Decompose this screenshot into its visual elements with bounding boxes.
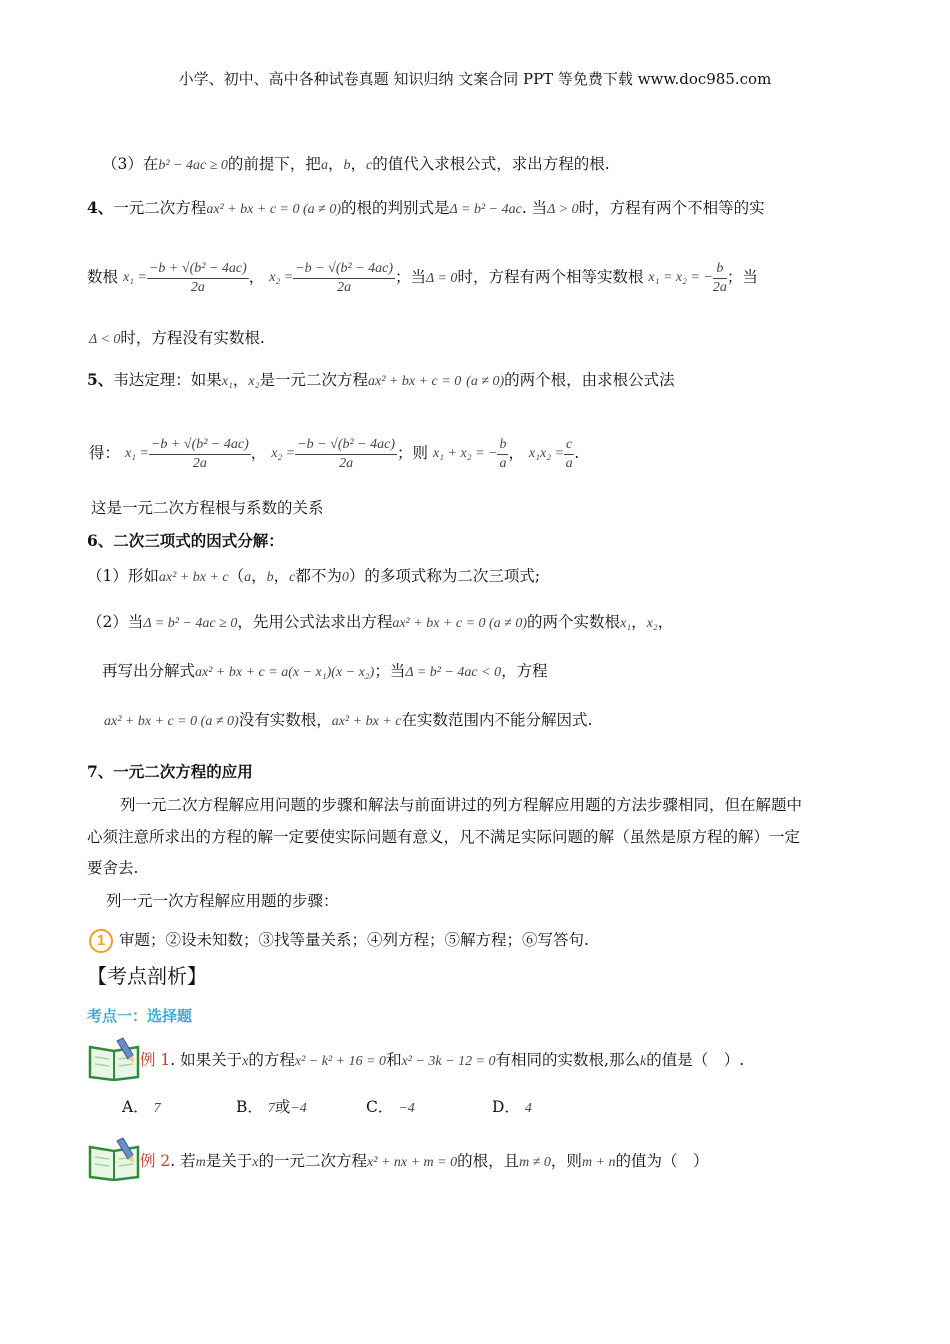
section-title: 【考点剖析】 [87, 964, 207, 988]
option-d[interactable]: D． 4 [492, 1098, 532, 1116]
option-b[interactable]: B． 7或−4 [236, 1098, 307, 1116]
option-a[interactable]: A． 7 [122, 1098, 161, 1116]
book-pencil-icon [87, 1037, 141, 1081]
paragraph-line-3: 要舍去. [87, 859, 139, 877]
example-2-line: 例 2. 若m是关于x的一元二次方程x² + nx + m = 0的根，且m ≠ 0，则m + n的值为（ ） [140, 1152, 709, 1170]
root1-fraction: $\frac{\text{−b + √(b² − 4ac)}}{2a}$ [148, 260, 247, 295]
product-fraction: $\frac{c}{a}$ [565, 436, 573, 471]
kaodian-1-heading: 考点一：选择题 [87, 1007, 193, 1025]
roots-line: 数根 x₁ = $\frac{\text{−b + √(b² − 4ac)}}{2a}$ ， x₂ = $\frac{\text{−b − √(b² − 4ac)}}{2a}$ ；当Δ = 0时，方程有两个相等实数根 x₁ = x₂ = − $\frac{b}{2a}$ ；当 [87, 260, 758, 295]
equal-root-fraction: $\frac{b}{2a}$ [712, 260, 727, 295]
root2-fraction: $\frac{\text{−b − √(b² − 4ac)}}{2a}$ [295, 260, 393, 295]
paragraph-line-2: 心须注意所求出的方程的解一定要使实际问题有意义，凡不满足实际问题的解（虽然是原方程的解）一定 [87, 828, 801, 846]
item-4-line: 4、一元二次方程ax² + bx + c = 0 (a ≠ 0)的根的判别式是Δ = b² − 4ac. 当Δ > 0时，方程有两个不相等的实 [87, 198, 765, 217]
paragraph-line-1: 列一元二次方程解应用问题的步骤和解法与前面讲过的列方程解应用题的方法步骤相同，但在解题中 [120, 796, 803, 814]
page-header: 小学、初中、高中各种试卷真题 知识归纳 文案合同 PPT 等免费下载 www.doc985.com [178, 70, 772, 88]
item-3-line: （3）在b² − 4ac ≥ 0的前提下，把a，b，c的值代入求根公式，求出方程的根. [102, 155, 610, 173]
item-7-heading: 7、一元二次方程的应用 [87, 762, 253, 781]
steps-intro: 列一元一次方程解应用题的步骤： [106, 892, 339, 910]
vieta-root1-fraction: $\frac{\text{−b + √(b² − 4ac)}}{2a}$ [150, 436, 249, 471]
option-c[interactable]: C． −4 [366, 1098, 415, 1116]
circle-one-icon: 1 [89, 929, 113, 953]
no-factor-line: ax² + bx + c = 0 (a ≠ 0)没有实数根，ax² + bx + c在实数范围内不能分解因式. [104, 711, 593, 729]
book-pencil-icon [87, 1137, 141, 1181]
factor-line: 再写出分解式ax² + bx + c = a(x − x₁)(x − x₂)；当Δ = b² − 4ac < 0，方程 [102, 662, 548, 680]
item-6-heading: 6、二次三项式的因式分解： [87, 531, 284, 550]
sum-fraction: $\frac{b}{a}$ [499, 436, 507, 471]
item-6-2-line: （2）当Δ = b² − 4ac ≥ 0，先用公式法求出方程ax² + bx + c = 0 (a ≠ 0)的两个实数根x₁，x₂， [87, 613, 674, 631]
vieta-line: 得： x₁ = $\frac{\text{−b + √(b² − 4ac)}}{2a}$ ， x₂ = $\frac{\text{−b − √(b² − 4ac)}}{2a}$ ；则 x₁ + x₂ = − $\frac{b}{a}$ ， x₁x₂ = $\frac{c}{a}$ . [89, 436, 580, 471]
relation-note: 这是一元二次方程根与系数的关系 [91, 499, 324, 517]
item-6-1-line: （1）形如ax² + bx + c（a，b，c都不为0）的多项式称为二次三项式; [87, 567, 541, 585]
item-5-line: 5、韦达定理：如果x₁，x₂是一元二次方程ax² + bx + c = 0 (a ≠ 0)的两个根，由求根公式法 [87, 370, 675, 389]
example-1-line: 例 1. 如果关于x的方程x² − k² + 16 = 0和x² − 3k − 12 = 0有相同的实数根,那么k的值是（ ）. [140, 1051, 745, 1069]
no-root-line: Δ < 0时，方程没有实数根. [89, 329, 265, 347]
steps-line: 1 审题；②设未知数；③找等量关系；④列方程；⑤解方程；⑥写答句. [89, 929, 589, 953]
vieta-root2-fraction: $\frac{\text{−b − √(b² − 4ac)}}{2a}$ [297, 436, 395, 471]
